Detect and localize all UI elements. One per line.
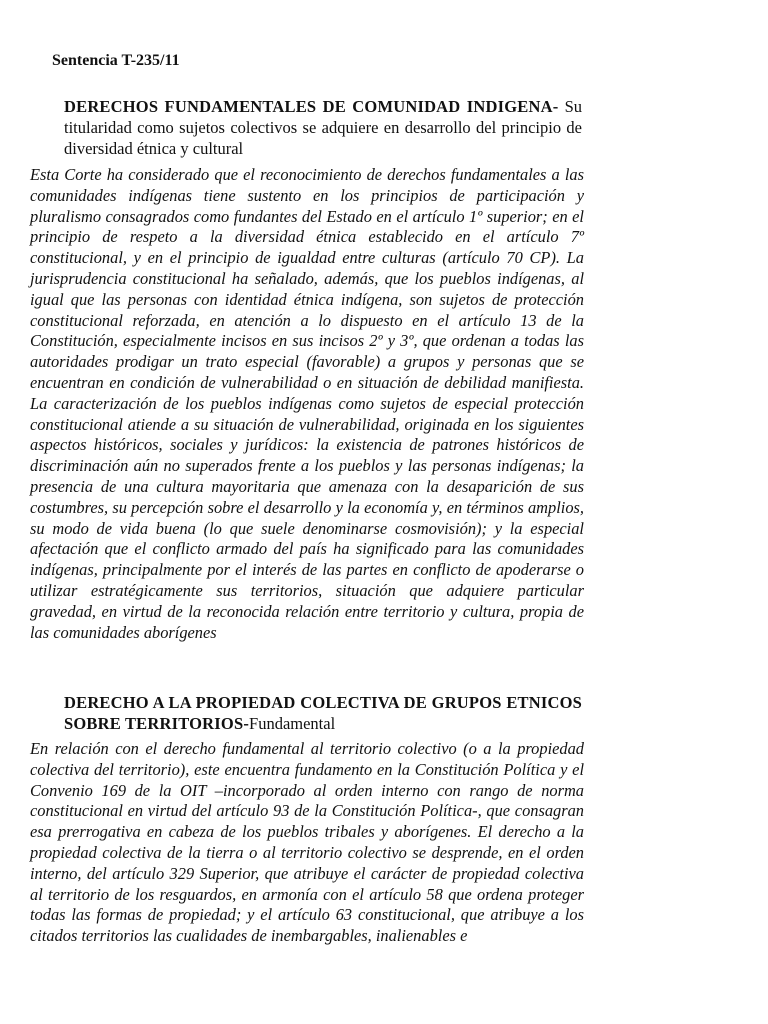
section-heading-bold: DERECHOS FUNDAMENTALES DE COMUNIDAD INDIGENA- bbox=[64, 97, 559, 116]
section-heading-bold: DERECHO A LA PROPIEDAD COLECTIVA DE GRUPOS ETNICOS SOBRE TERRITORIOS- bbox=[64, 693, 582, 733]
section-heading-description: Fundamental bbox=[249, 714, 336, 733]
case-title: Sentencia T-235/11 bbox=[52, 52, 180, 69]
section-body-paragraph: Esta Corte ha considerado que el reconocimiento de derechos fundamentales a las comunidades indígenas tiene sustento en los principios de participación y pluralismo consagrados como fundantes del Estado en el artículo 1º superior; en el principio de respeto a la diversidad étnica establecido en el artículo 7º constitucional, y en el principio de igualdad entre culturas (artículo 70 CP). La jurisprudencia constitucional ha señalado, además, que los pueblos indígenas, al igual que las personas con identidad étnica indígena, son sujetos de protección constitucional reforzada, en atención a lo dispuesto en el artículo 13 de la Constitución, especialmente incisos en sus incisos 2º y 3º, que ordenan a todas las autoridades prodigar un trato especial (favorable) a grupos y personas que se encuentran en condición de vulnerabilidad o en situación de debilidad manifiesta. La caracterización de los pueblos indígenas como sujetos de especial protección constitucional atiende a su situación de vulnerabilidad, originada en los siguientes aspectos históricos, sociales y jurídicos: la existencia de patrones históricos de discriminación aún no superados frente a los pueblos y las personas indígenas; la presencia de una cultura mayoritaria que amenaza con la desaparición de sus costumbres, su percepción sobre el desarrollo y la economía y, en términos amplios, su modo de vida buena (lo que suele denominarse cosmovisión); y la especial afectación que el conflicto armado del país ha significado para las comunidades indígenas, principalmente por el interés de las partes en conflicto de apoderarse o utilizar estratégicamente sus territorios, situación que adquiere particular gravedad, en virtud de la reconocida relación entre territorio y cultura, propia de las comunidades aborígenes bbox=[30, 165, 584, 642]
section-heading-indigenous-rights bbox=[64, 96, 582, 159]
section-body-paragraph: En relación con el derecho fundamental al territorio colectivo (o a la propiedad colectiva del territorio), este encuentra fundamento en la Constitución Política y el Convenio 169 de la OIT –incorporado al orden interno con rango de norma constitucional en virtud del artículo 93 de la Constitución Política-, que consagran esa prerrogativa en cabeza de los pueblos tribales y aborígenes. El derecho a la propiedad colectiva de la tierra o al territorio colectivo se desprende, en el orden interno, del artículo 329 Superior, que atribuye el carácter de propiedad colectiva al territorio de los resguardos, en armonía con el artículo 58 que ordena proteger todas las formas de propiedad; y el artículo 63 constitucional, que atribuye a los citados territorios las cualidades de inembargables, inalienables e bbox=[30, 739, 584, 946]
section-heading-description: Su titularidad como sujetos colectivos se adquiere en desarrollo del principio de diversidad étnica y cultural bbox=[64, 97, 583, 158]
section-heading-collective-property bbox=[64, 692, 582, 734]
